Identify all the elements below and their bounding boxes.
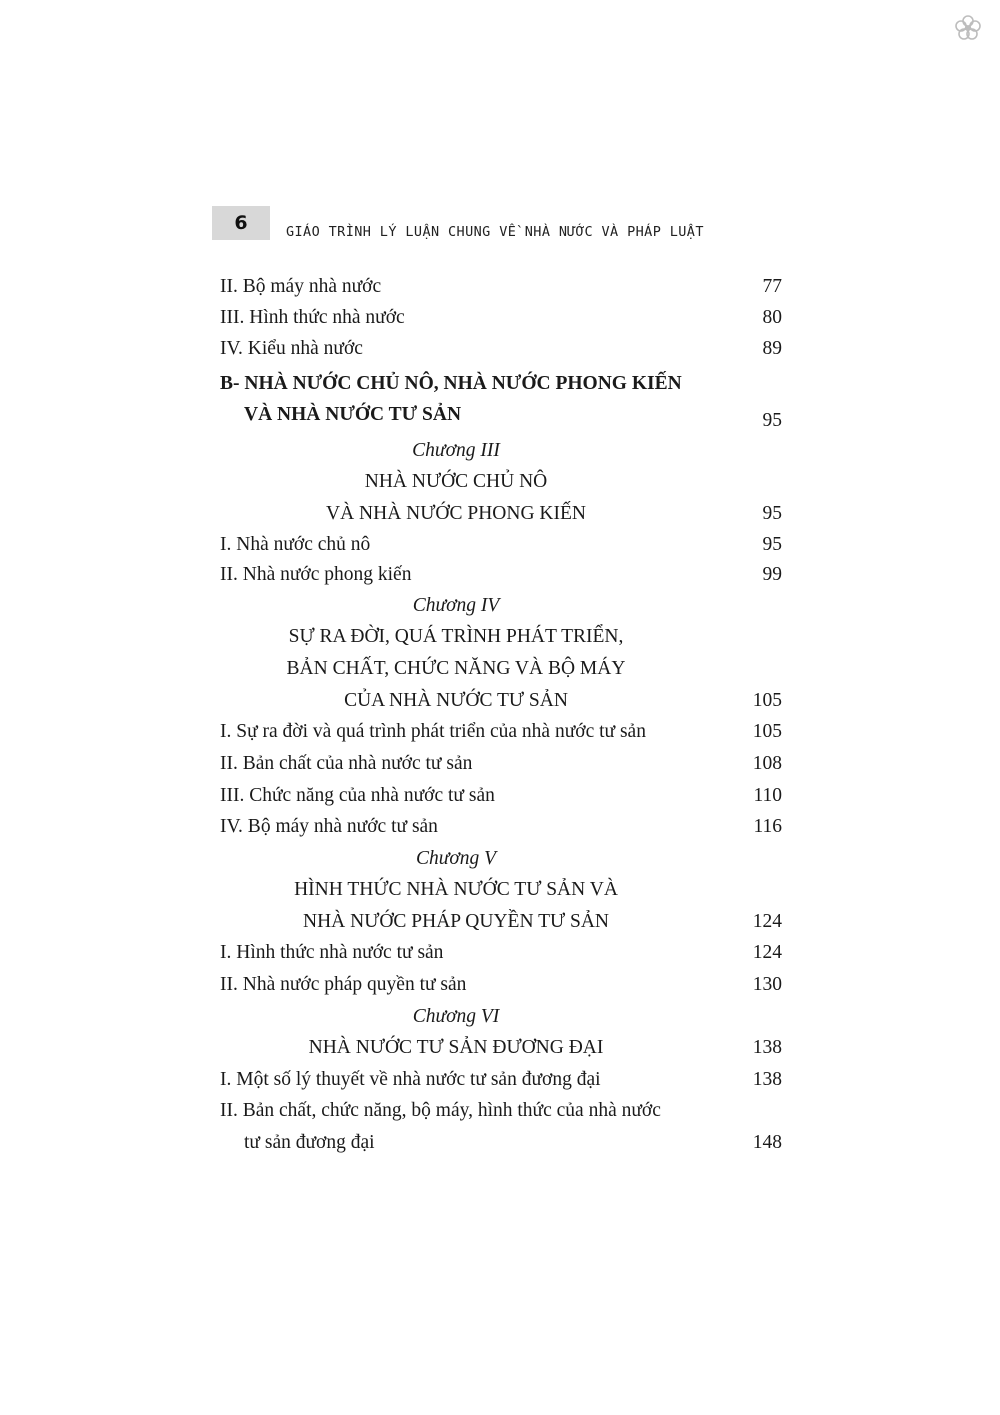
toc-entry-text: IV. Kiểu nhà nước bbox=[220, 338, 363, 359]
toc-entry-page: 108 bbox=[752, 753, 782, 774]
toc-entry-page: 99 bbox=[762, 564, 782, 585]
toc-entry[interactable] bbox=[220, 1065, 782, 1095]
toc-entry-text: tư sản đương đại bbox=[244, 1132, 375, 1153]
toc-entry-text: Chương V bbox=[415, 848, 497, 869]
toc-entry-text: III. Chức năng của nhà nước tư sản bbox=[220, 785, 495, 806]
toc-entry-page: 124 bbox=[752, 911, 782, 932]
toc-entry-text: Chương III bbox=[412, 440, 500, 461]
toc-entry-text: NHÀ NƯỚC PHÁP QUYỀN TƯ SẢN bbox=[303, 911, 609, 932]
toc-entry-text: I. Nhà nước chủ nô bbox=[220, 534, 371, 555]
toc-entry-page: 105 bbox=[752, 721, 782, 742]
toc-entry-page: 89 bbox=[762, 338, 782, 359]
toc-entry[interactable] bbox=[220, 938, 782, 968]
running-title: GIÁO TRÌNH LÝ LUẬN CHUNG VỀ NHÀ NƯỚC VÀ PHÁP LUẬT bbox=[286, 224, 704, 240]
toc-entry-page: 77 bbox=[762, 276, 782, 297]
toc-entry-text: NHÀ NƯỚC TƯ SẢN ĐƯƠNG ĐẠI bbox=[308, 1037, 604, 1058]
toc-entry-text: III. Hình thức nhà nước bbox=[220, 307, 405, 328]
toc-entry-page: 110 bbox=[753, 785, 782, 806]
toc-chapter-title[interactable] bbox=[220, 467, 782, 497]
toc-entry[interactable] bbox=[220, 303, 782, 333]
toc-chapter-title[interactable] bbox=[220, 907, 782, 937]
toc-entry[interactable] bbox=[220, 781, 782, 811]
toc-entry[interactable] bbox=[220, 970, 782, 1000]
toc-entry-text: VÀ NHÀ NƯỚC TƯ SẢN bbox=[244, 404, 462, 425]
toc-entry-text: II. Nhà nước pháp quyền tư sản bbox=[220, 974, 467, 995]
toc-entry-text: Chương IV bbox=[412, 595, 500, 616]
toc-entry[interactable] bbox=[220, 1128, 782, 1158]
toc-entry-page: 80 bbox=[762, 307, 782, 328]
toc-entry[interactable] bbox=[220, 749, 782, 779]
toc-entry-page: 138 bbox=[752, 1069, 782, 1090]
toc-entry-page: 95 bbox=[762, 534, 782, 555]
toc-chapter-title[interactable] bbox=[220, 686, 782, 716]
toc-entry[interactable] bbox=[220, 1096, 782, 1126]
page-number-badge bbox=[212, 206, 270, 240]
toc-entry-page: 130 bbox=[752, 974, 782, 995]
toc-part-heading[interactable] bbox=[220, 400, 782, 430]
toc-entry-page: 138 bbox=[752, 1037, 782, 1058]
toc-entry[interactable] bbox=[220, 560, 782, 590]
toc-entry[interactable] bbox=[220, 717, 782, 747]
toc-chapter-label bbox=[220, 844, 782, 874]
toc-entry-text: CỦA NHÀ NƯỚC TƯ SẢN bbox=[344, 690, 568, 711]
toc-entry-text: HÌNH THỨC NHÀ NƯỚC TƯ SẢN VÀ bbox=[294, 879, 618, 900]
toc-entry-text: II. Bản chất, chức năng, bộ máy, hình thức của nhà nước bbox=[220, 1100, 661, 1121]
toc-entry[interactable] bbox=[220, 272, 782, 302]
toc-chapter-title[interactable] bbox=[220, 654, 782, 684]
toc-entry[interactable] bbox=[220, 812, 782, 842]
toc-entry-page: 116 bbox=[753, 816, 782, 837]
toc-entry-page: 95 bbox=[762, 503, 782, 524]
toc-entry-text: VÀ NHÀ NƯỚC PHONG KIẾN bbox=[326, 503, 586, 524]
toc-chapter-label bbox=[220, 436, 782, 466]
toc-entry-text: B- NHÀ NƯỚC CHỦ NÔ, NHÀ NƯỚC PHONG KIẾN bbox=[220, 373, 682, 394]
toc-chapter-title[interactable] bbox=[220, 1033, 782, 1063]
flower-logo-icon bbox=[954, 14, 982, 42]
toc-chapter-label bbox=[220, 591, 782, 621]
toc-entry[interactable] bbox=[220, 530, 782, 560]
toc-chapter-title[interactable] bbox=[220, 622, 782, 652]
toc-entry-text: BẢN CHẤT, CHỨC NĂNG VÀ BỘ MÁY bbox=[286, 658, 626, 679]
toc-entry-text: II. Bản chất của nhà nước tư sản bbox=[220, 753, 473, 774]
toc-entry-page: 95 bbox=[762, 410, 782, 431]
toc-entry-text: I. Sự ra đời và quá trình phát triển của nhà nước tư sản bbox=[220, 721, 646, 742]
toc-entry-page: 124 bbox=[752, 942, 782, 963]
toc-entry-text: IV. Bộ máy nhà nước tư sản bbox=[220, 816, 438, 837]
toc-entry-text: II. Bộ máy nhà nước bbox=[220, 276, 382, 297]
toc-entry-text: I. Hình thức nhà nước tư sản bbox=[220, 942, 444, 963]
toc-entry-text: I. Một số lý thuyết về nhà nước tư sản đương đại bbox=[220, 1069, 601, 1090]
toc-entry-text: Chương VI bbox=[412, 1006, 500, 1027]
toc-chapter-label bbox=[220, 1002, 782, 1032]
toc-entry-text: II. Nhà nước phong kiến bbox=[220, 564, 412, 585]
toc-entry-text: SỰ RA ĐỜI, QUÁ TRÌNH PHÁT TRIỂN, bbox=[288, 626, 624, 647]
page-number: 6 bbox=[234, 212, 248, 234]
toc-entry[interactable] bbox=[220, 334, 782, 364]
toc-entry-page: 148 bbox=[752, 1132, 782, 1153]
toc-chapter-title[interactable] bbox=[220, 499, 782, 529]
toc-entry-page: 105 bbox=[752, 690, 782, 711]
toc-entry-text: NHÀ NƯỚC CHỦ NÔ bbox=[364, 471, 548, 492]
toc-part-heading[interactable] bbox=[220, 369, 782, 399]
toc-chapter-title[interactable] bbox=[220, 875, 782, 905]
